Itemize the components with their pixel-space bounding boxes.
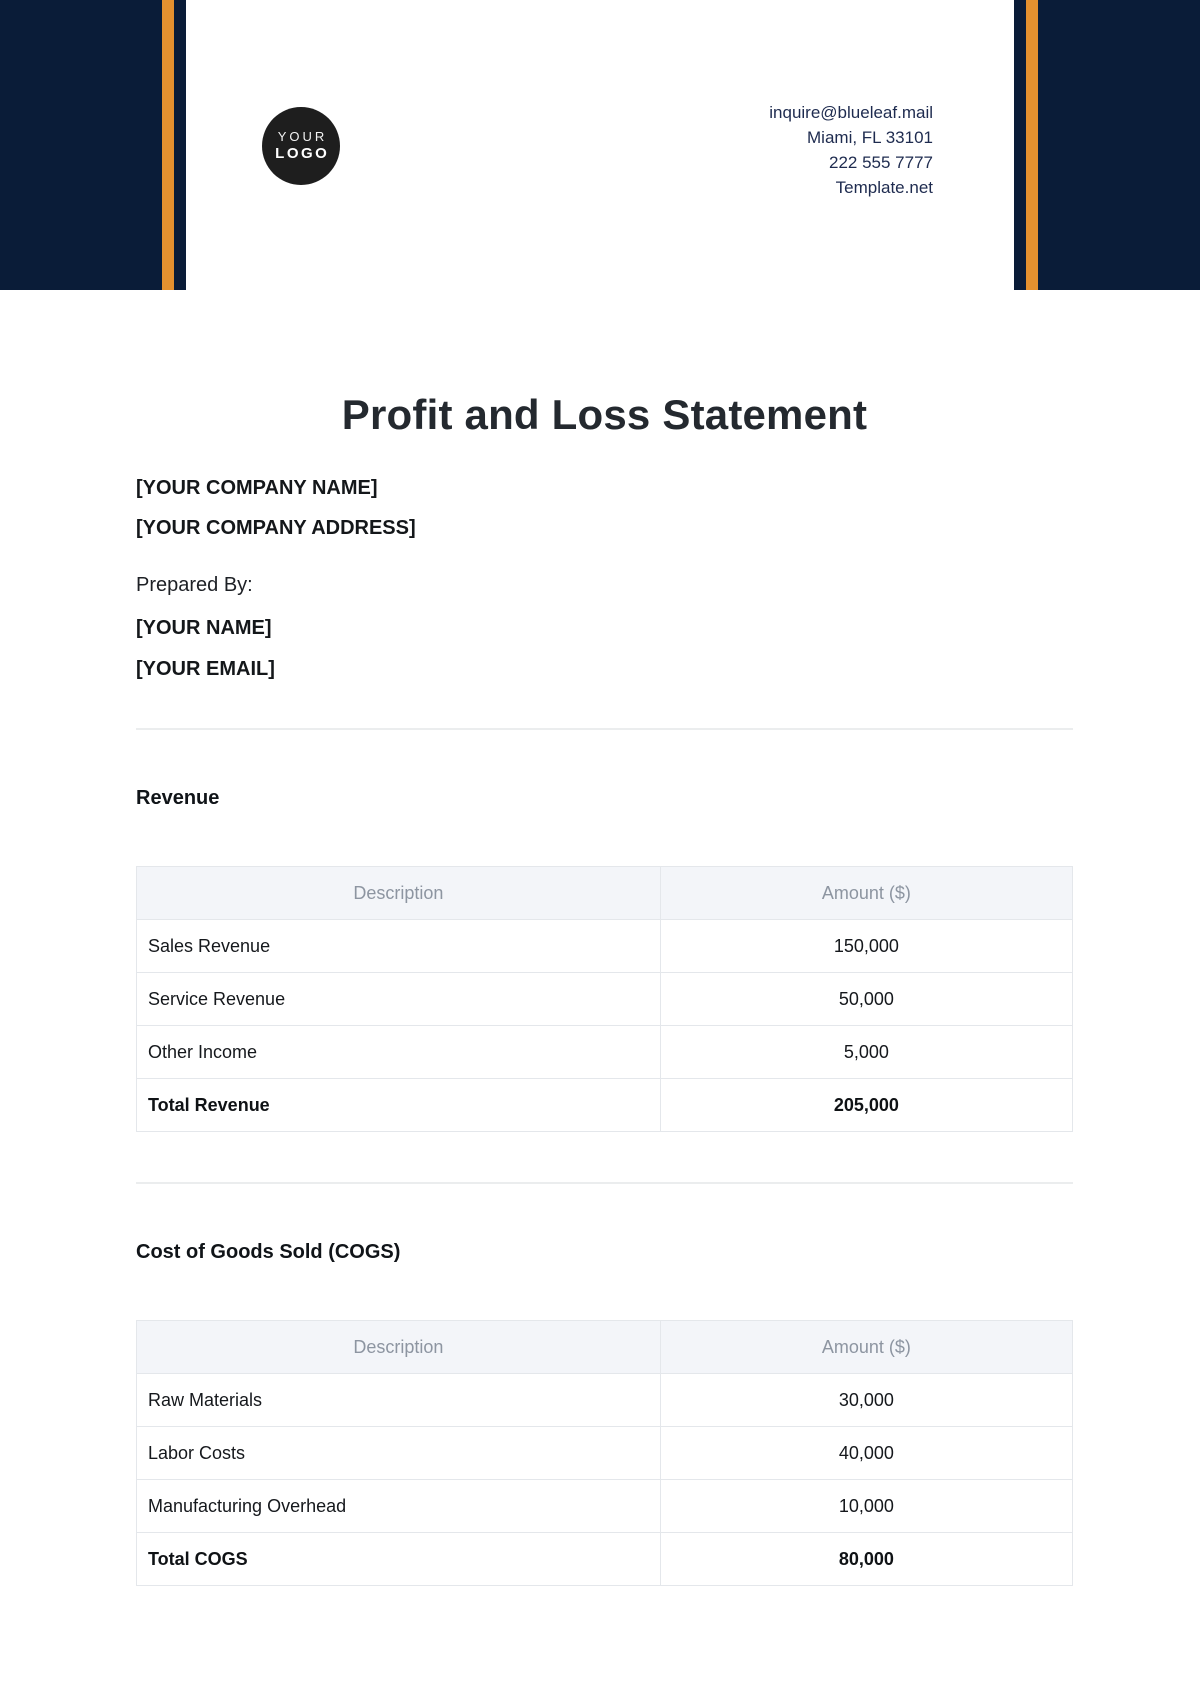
table-row xyxy=(137,1480,1073,1533)
row-description: Sales Revenue xyxy=(137,920,661,973)
row-amount: 50,000 xyxy=(660,973,1072,1026)
contact-website: Template.net xyxy=(835,178,933,197)
table-row xyxy=(137,920,1073,973)
preparer-email-placeholder: [YOUR EMAIL] xyxy=(136,658,275,680)
row-description: Other Income xyxy=(137,1026,661,1079)
document-title: Profit and Loss Statement xyxy=(341,391,868,438)
total-label: Total Revenue xyxy=(137,1079,661,1132)
revenue-table xyxy=(136,866,1073,1132)
company-name-placeholder: [YOUR COMPANY NAME] xyxy=(136,477,378,499)
table-total-row xyxy=(137,1079,1073,1132)
column-header-description: Description xyxy=(137,1321,661,1374)
logo-text-logo: LOGO xyxy=(275,144,330,162)
section-heading-cogs: Cost of Goods Sold (COGS) xyxy=(136,1241,401,1263)
row-amount: 150,000 xyxy=(660,920,1072,973)
cogs-table xyxy=(136,1320,1073,1586)
header-band xyxy=(0,0,1200,290)
total-amount: 205,000 xyxy=(660,1079,1072,1132)
total-label: Total COGS xyxy=(137,1533,661,1586)
row-description: Raw Materials xyxy=(137,1374,661,1427)
section-divider xyxy=(136,1182,1073,1184)
table-row xyxy=(137,1427,1073,1480)
row-description: Service Revenue xyxy=(137,973,661,1026)
table-header-row xyxy=(137,867,1073,920)
contact-address: Miami, FL 33101 xyxy=(807,128,933,147)
section-heading-revenue: Revenue xyxy=(136,787,220,809)
table-total-row xyxy=(137,1533,1073,1586)
header-right-orange-stripe xyxy=(1026,0,1038,290)
header-right-navy-block xyxy=(1038,0,1200,290)
table-row xyxy=(137,1374,1073,1427)
row-description: Manufacturing Overhead xyxy=(137,1480,661,1533)
document-body xyxy=(136,390,1073,1586)
row-amount: 30,000 xyxy=(660,1374,1072,1427)
section-divider xyxy=(136,728,1073,730)
row-amount: 5,000 xyxy=(660,1026,1072,1079)
row-amount: 40,000 xyxy=(660,1427,1072,1480)
table-row xyxy=(137,1026,1073,1079)
company-logo xyxy=(262,107,340,185)
contact-phone: 222 555 7777 xyxy=(829,153,933,172)
row-description: Labor Costs xyxy=(137,1427,661,1480)
table-row xyxy=(137,973,1073,1026)
column-header-amount: Amount ($) xyxy=(660,1321,1072,1374)
preparer-name-placeholder: [YOUR NAME] xyxy=(136,617,272,639)
contact-email: inquire@blueleaf.mail xyxy=(769,103,933,122)
row-amount: 10,000 xyxy=(660,1480,1072,1533)
column-header-amount: Amount ($) xyxy=(660,867,1072,920)
header-right-navy-stripe xyxy=(1014,0,1026,290)
contact-block xyxy=(769,100,933,200)
header-left-navy-block xyxy=(0,0,162,290)
total-amount: 80,000 xyxy=(660,1533,1072,1586)
header-left-orange-stripe xyxy=(162,0,174,290)
logo-text-your: YOUR xyxy=(277,128,328,144)
table-header-row xyxy=(137,1321,1073,1374)
column-header-description: Description xyxy=(137,867,661,920)
prepared-by-label: Prepared By: xyxy=(136,574,253,596)
header-left-navy-stripe xyxy=(174,0,186,290)
company-address-placeholder: [YOUR COMPANY ADDRESS] xyxy=(136,517,416,539)
